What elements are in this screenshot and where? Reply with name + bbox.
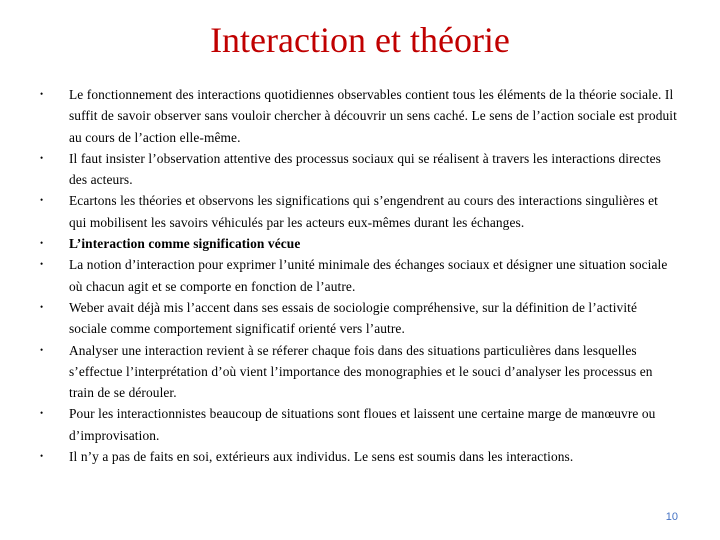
slide-title: Interaction et théorie (210, 20, 510, 60)
bullet-item-6 (40, 297, 678, 340)
bullet-marker: • (40, 408, 44, 419)
bullet-heading: L’interaction comme signification vécue (69, 236, 301, 252)
bullet-marker: • (40, 451, 44, 462)
bullet-marker: • (40, 344, 44, 355)
bullet-text: Weber avait déjà mis l’accent dans ses essais de sociologie compréhensive, sur la définition de l’activité sociale comme comportement significatif orienté vers l’autre. (69, 299, 638, 337)
bullet-list (40, 84, 678, 467)
bullet-text: Pour les interactionnistes beaucoup de situations sont floues et laissent une certaine marge de manœuvre ou d’improvisation. (69, 406, 656, 443)
bullet-item-1 (40, 84, 678, 148)
bullet-marker: • (40, 259, 44, 270)
bullet-item-8 (40, 403, 678, 446)
bullet-text: Il n’y a pas de faits en soi, extérieurs aux individus. Le sens est soumis dans les interactions. (69, 449, 574, 465)
bullet-text: Il faut insister l’observation attentive des processus sociaux qui se réalisent à travers les interactions directes des acteurs. (69, 150, 661, 188)
bullet-marker: • (40, 238, 44, 249)
bullet-item-4 (40, 233, 678, 254)
bullet-text: Analyser une interaction revient à se réferer chaque fois dans des situations particulières dans lesquelles s’effectue l’interprétation d’où vient l’importance des monographies et le souci d’analyser les processus en train de se dérouler. (69, 342, 653, 401)
bullet-item-7 (40, 340, 678, 404)
bullet-text: Ecartons les théories et observons les significations qui s’engendrent au cours des interactions singulières et qui mobilisent les savoirs véhiculés par les acteurs eux-mêmes durant les échanges. (69, 193, 658, 230)
bullet-text: Le fonctionnement des interactions quotidiennes observables contient tous les éléments de la théorie sociale. Il suffit de savoir observer sans vouloir chercher à découvrir un sens caché. Le sens de l’action sociale est produit au cours de l’action elle-même. (69, 87, 677, 145)
bullet-item-2 (40, 148, 678, 191)
bullet-item-9 (40, 446, 678, 467)
bullet-marker: • (40, 152, 44, 163)
bullet-item-3 (40, 190, 678, 233)
bullet-marker: • (40, 195, 44, 206)
bullet-marker: • (40, 89, 44, 99)
page-number: 10 (665, 511, 678, 523)
bullet-text: La notion d’interaction pour exprimer l’unité minimale des échanges sociaux et désigner une situation sociale où chacun agit et se comporte en fonction de l’autre. (69, 257, 668, 294)
bullet-marker: • (40, 301, 44, 312)
bullet-item-5 (40, 254, 678, 297)
